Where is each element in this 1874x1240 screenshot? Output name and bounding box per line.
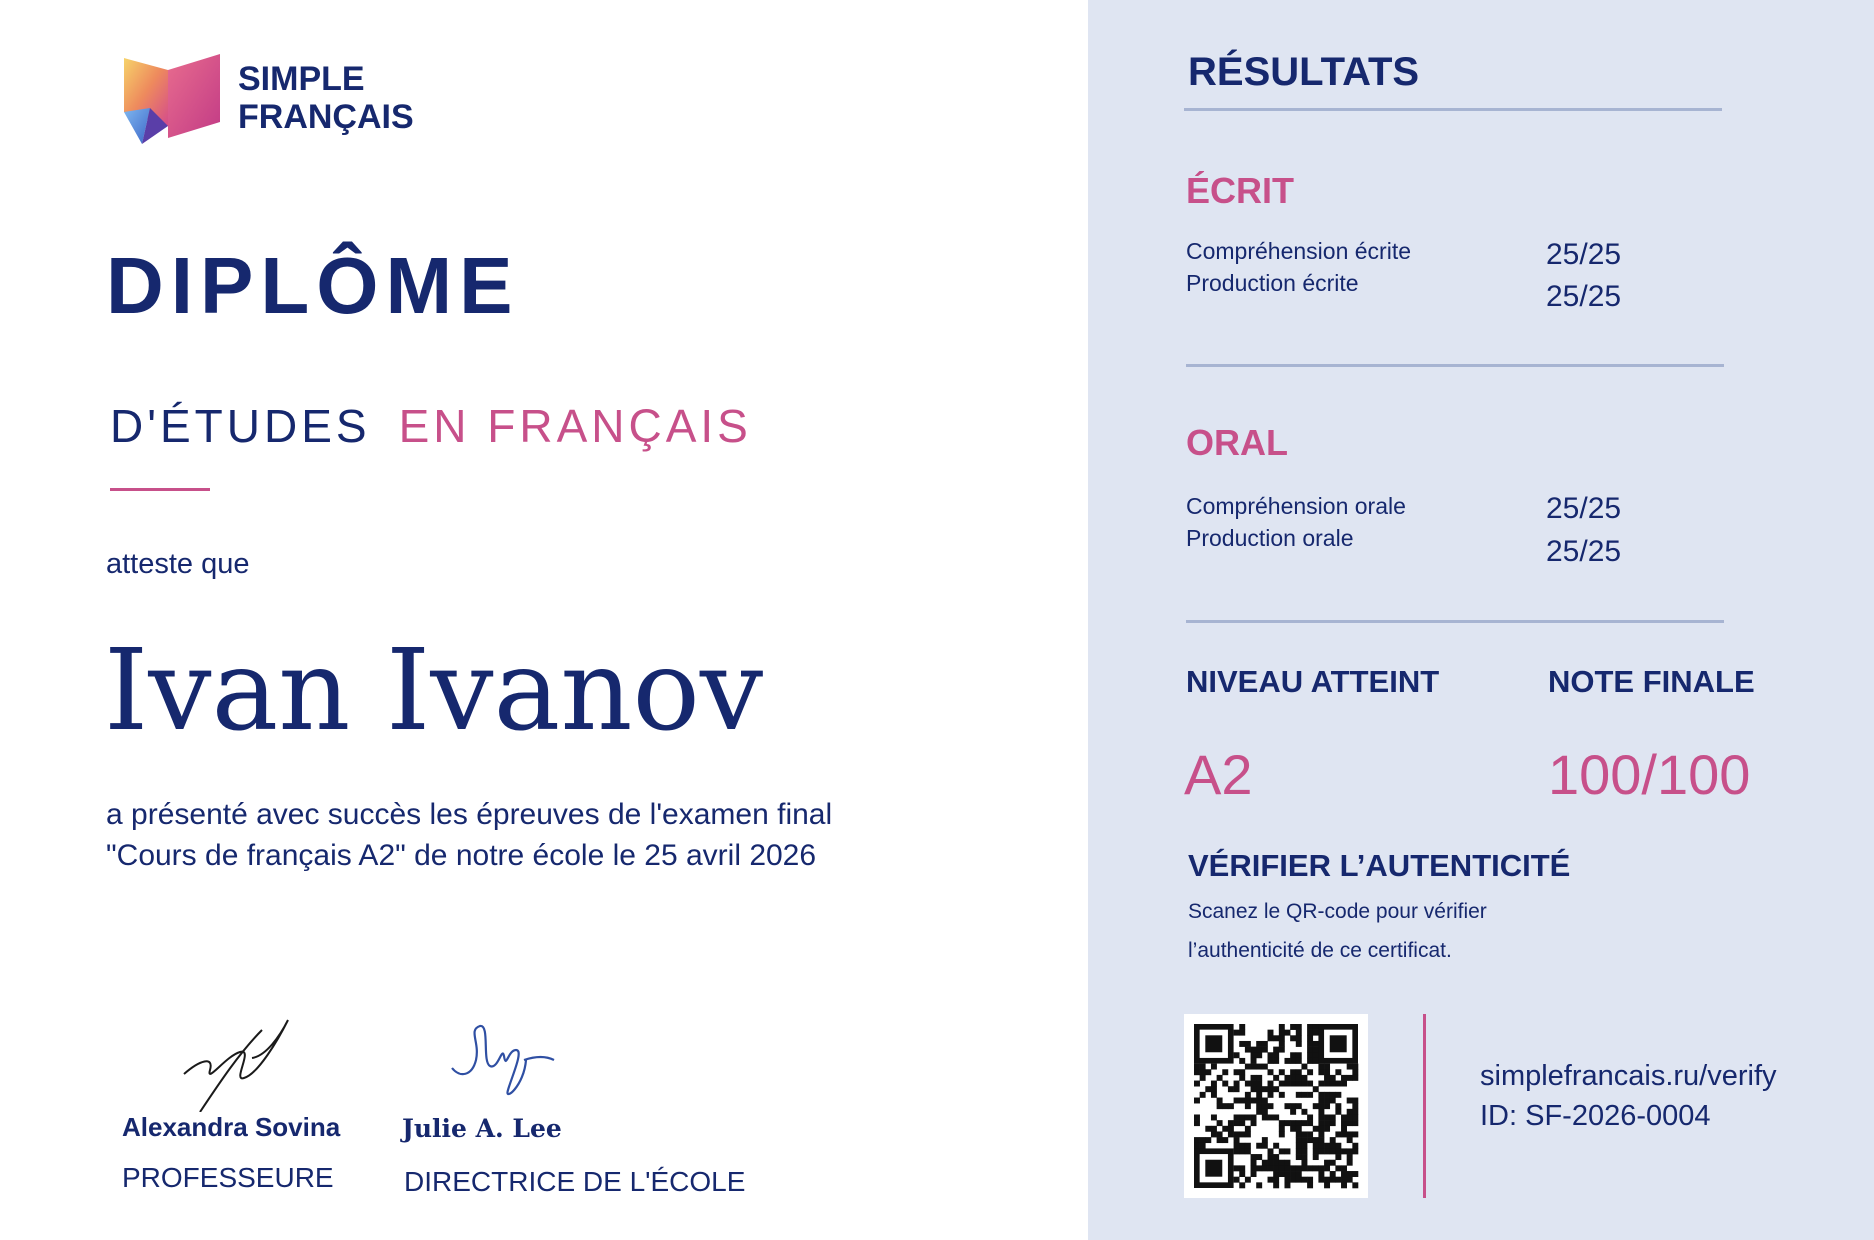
written-heading: ÉCRIT [1186,170,1294,211]
oral-item-1-score: 25/25 [1546,492,1622,525]
recipient-name: Ivan Ivanov [104,626,764,756]
signature-1-image [170,1012,300,1112]
oral-item-2-label: Production orale [1186,525,1354,551]
oral-heading: ORAL [1186,422,1288,463]
verify-instructions [1188,892,1548,970]
logo-line2: FRANÇAIS [238,98,414,136]
verify-separator [1423,1014,1426,1198]
logo-wordmark [238,60,414,136]
statement-line2: "Cours de français A2" de notre école le 25 avril 2026 [106,839,817,872]
verify-text-line1: Scanez le QR-code pour vérifier [1188,900,1487,923]
written-item-1-score: 25/25 [1546,238,1622,271]
level-label: NIVEAU ATTEINT [1186,664,1440,699]
signatory-1-role: PROFESSEURE [122,1162,334,1193]
signatory-2-role: DIRECTRICE DE L'ÉCOLE [404,1166,746,1197]
attests-text: atteste que [106,548,250,580]
oral-item-2-score: 25/25 [1546,535,1622,568]
verify-url[interactable]: simplefrancais.ru/verify [1480,1060,1777,1092]
oral-item-1-label: Compréhension orale [1186,493,1406,519]
results-heading: RÉSULTATS [1188,50,1420,94]
final-grade-value: 100/100 [1548,743,1751,806]
level-value: A2 [1184,743,1253,806]
written-item-2-score: 25/25 [1546,280,1622,313]
logo-line1: SIMPLE [238,60,365,98]
title-divider [110,488,210,491]
final-grade-label: NOTE FINALE [1548,664,1755,699]
signature-2-image [446,1016,556,1102]
statement-line1: a présenté avec succès les épreuves de l'examen final [106,798,833,831]
results-heading-rule [1184,108,1722,111]
certificate-title: DIPLÔME [106,241,520,330]
certificate-subtitle [110,398,752,454]
verify-text-line2: l’authenticité de ce certificat. [1188,939,1452,962]
written-rule [1186,364,1724,367]
qr-code-icon[interactable] [1184,1014,1368,1198]
signatory-2-name: Julie A. Lee [402,1114,562,1143]
written-item-1-label: Compréhension écrite [1186,238,1412,264]
subtitle-part1: D'ÉTUDES [110,400,371,452]
oral-rule [1186,620,1724,623]
verify-heading: VÉRIFIER L’AUTENTICITÉ [1188,848,1571,883]
certificate-statement [106,794,832,876]
certificate-id: ID: SF-2026-0004 [1480,1100,1711,1132]
written-item-2-label: Production écrite [1186,270,1359,296]
subtitle-part2: EN FRANÇAIS [398,400,752,452]
signatory-1-name: Alexandra Sovina [122,1112,341,1142]
open-book-logo-icon [120,52,228,144]
